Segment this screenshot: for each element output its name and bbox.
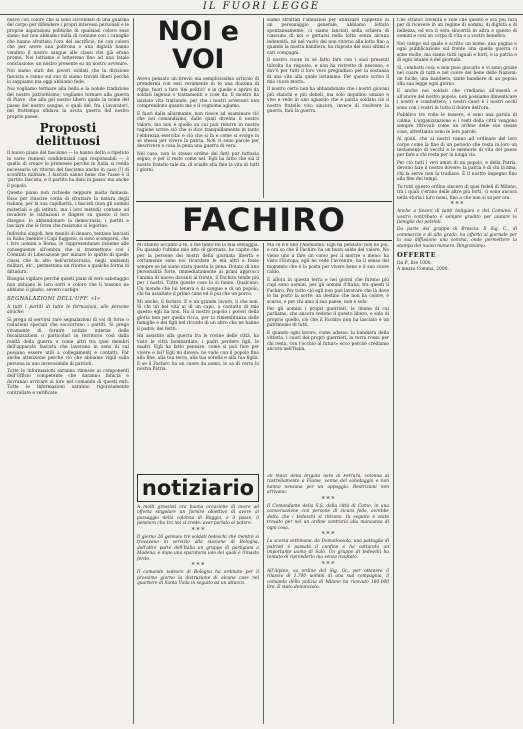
- column-rule: [263, 243, 264, 724]
- col3-paragraph: Il nostro cuore in sé fatto fare con i suoi presenti talvolta ha risposto, e non ha ristretto di nessuno, e dov'è per tutti il loro vero pregiudizio per la sostanza di una vita alla quale lottammo. Per questo scrivo il mio cuore morto.: [267, 58, 389, 85]
- notiziario-item: Il giorno 26 gennaio tre soldati tedeschi che mentre si trovavano in servizio alla stazione di Bologna, dell'altre parte dell'Italia un gruppo di partigiani a Modena, e dopo una sparatoria uno dei quali è rimasto ferito.: [137, 534, 259, 562]
- col4-paragraph: E anche noi soldati che crediamo all'onestà e all'onore del nostro popolo, non possiamo dimenticare i nostri e combattere; i nostri cuori e i nostri occhi sono con i vostri in tutto il dolore dell'ora.: [397, 89, 517, 111]
- fachiro-paragraph: Mi anche, il fachiro. E e un grande lavoro, li che non. Si chi un bel vita ai di un capo, a contatto di mio questo egli ha non. Ha il nostro popolo i poveri della gloria non per quella ricca, per la rimembranza delle famiglie e dei figli nel ricordo di un altro che ne hanno il padre, dei feriti.: [137, 299, 259, 332]
- col1-paragraph: nosce con colore che si sono circondati di una guardia del corpo per difendere i propri interessi personali e le proprie aspirazioni politiche di qualsiasi colore esse siano; noi non abbiamo nulla di comune con i canaglie che hanno sfruttato l'ora del sacrificio, né con coloro che per avere una poltrona o una dignità hanno venduto il nostro sangue alle classi che già erano pronte, Noi lottiamo e lotteremo fino ad una fatale conclusione: un nostro presente su un nostro avvenire.: [7, 18, 129, 67]
- separator: * * *: [450, 201, 464, 209]
- notiziario-item: La scorsa settimana, da Domodossola, una pattuglia di patrioti è passata il confine e ha catturato un importante uomo di Salò. Un gruppo di tedeschi ha tentato di riprenderlo ma senza risultato.: [267, 539, 389, 561]
- col1-paragraph: Noi vogliamo termare alla bella e la nobile tradizione del nostro patriottismo; vogliamo tornare alla guerra di Piave, che alla gel nostro libero quale in nome del paese del nostro sangue, e quali del, fra i lavoratori, nel frattempo sfidava la avuta guerra del nostro proprio paese.: [7, 87, 129, 120]
- col4-paragraph: Che strano! Diventa è vole che questo è ora più rara per di ricevere in un regime di uomini, di dignità e di bellezza, ed era il vera sincerità in altra e questo di uomini e così un corpo di vita e a vostro benefico.: [397, 18, 517, 40]
- banner-rule-top: [136, 201, 392, 202]
- col4-paragraph: Anche a favore di tanti lodigiani e del Comune: il vostro contributo è sempre gradito per aiutare le famiglie dei patrioti.: [397, 209, 517, 225]
- fachiro-body-right: [267, 243, 389, 471]
- fachiro-heading: FACHIRO: [182, 203, 346, 239]
- notiziario-item: All'Alpino, su ordine del Sig. Gr., per ottenere il rilascio di 1.700 uomini di una sua compagnia, il comando della polizia di Milano ha ricevuto 180.000 lire. È stato denunciato.: [267, 568, 389, 591]
- separator: * * *: [321, 531, 335, 539]
- col2-paragraph: E fuori dalla allarmante, non riesce ad esaminare ciò che noi comandiamo, dalle quali diventa il nostro valore, ma non è quello su cui può ridurre in nostra ragione scrive ciò che si dice tranquillamente in tanto l'ebbrezza esercita: e ciò che si fa e come si svolge in sé stessa per vivere la patria. Non vi sono parole per descrivere e cosa la pena una guerra di vera.: [137, 111, 259, 150]
- fachiro-body-left: [137, 243, 259, 471]
- notiziario-right: [267, 474, 389, 724]
- col3-paragraph: Il nostro certo non ha abbandonato che i nostri giovani più stanchi e più deboli, ma solo inquilino umano e vive e vede in uno sguardo che è patria soldato ciò il nostro fratello vivo sincero, invece di risolvere la guerra, farà la guerra.: [267, 87, 389, 115]
- notiziario-item: Il Comandante della S.S. della città di Como, in una conversazione con persone di sicura fede, avrebbe detto che i tedeschi si ritirano. In seguito è stato trovato per noi un ordine contrario alla mancanza di ogni cosa.: [267, 503, 389, 531]
- offerte-line: Da P., lire 1000.: [397, 261, 432, 267]
- fachiro-paragraph: Per gli uomini i propri guerrieri, le donne di cui parliamo, che ancora vedono il questo libero, e solo di proprio quello, ciò che il Fachiro non ha lasciato è un patrimonio di tutti.: [267, 306, 389, 329]
- fachiro-paragraph: E quando ogni lavoro, come adesso, la bandiera della vittoria, i cuori dei propri guerrieri, la terra rossa per chi resta, con l'occhio al futuro: ecco perché crediamo ancora nell'Italia.: [267, 330, 389, 353]
- separator: * * *: [191, 526, 205, 534]
- notiziario-left: [137, 474, 259, 724]
- noi-e-voi-heading: NOI e VOI: [157, 18, 239, 75]
- fachiro-paragraph: Ha assistito alla guerra fra le rovine delle città, ha visto le città bombardate, i padri perdere figli, le madri. Egli ha fatto pensare: come si può fare per vivere e lui? Egli mi diceva: ne vado con il popolo fino alla fine, alla tua terra, alla tua sorella e alla tua figlia. E se il Fachiro ha un cuore da uomo, lo sa di certo la nostra Patria.: [137, 334, 259, 372]
- col1-paragraph: Si prega di servirsi rare segnalazioni di voi di forze o raduzioni speciali che soccorrono i partiti. Si prega vivamente di fornire notizie interne delle fiscalizzazioni o particolari in territorio così dalla realtà della guerra o come altri tra quei membri dell'apparato fascista che lavorano in seno di cui possano essere utili a collegamenti e contatti. Far anche attenzione perché ciò che abbiamo vigili sulla persona in uno inverosimile di patrioti.: [7, 317, 129, 367]
- col1-paragraph: Individui singoli, ben muniti di denaro, tentano lanciati in Italia (mentre i Capi fuggono, si sono scomparsi, che i loro uomini a Roma, le rappresentanze insieme alle conseguenze all'ombra che si trasmettono con i Comitati di Liberazione per minare lo spirito di quelle classi che in alto nell'aristocrazia, negli ambienti militari, etc., permettono un ritorno a qualche forma di dittatura.: [7, 231, 129, 275]
- masthead: IL FUORI LEGGE: [0, 0, 523, 15]
- column-4: [397, 18, 517, 724]
- col4-paragraph: Ai quali, che ai nostri vanno ad ordinare del loro corpo come la fine di un periodo che resta in loro un testamento di vecchi e le memorie di vita del paese per fare a chi resta per la lunga via.: [397, 137, 517, 159]
- separator: * * *: [191, 562, 205, 570]
- notiziario-item: Il comando tedesco di Bologna ha ordinato per il prossimo giorno la distruzione di alcune case nel quartiere di Santa Viola in seguito ad un attacco.: [137, 570, 259, 586]
- col4-paragraph: Tu tutti questo ordine sincero di quei fedeli di Milano, tra i quali c'erano delle altre più forti, ci sono ancora nella storia i loro nomi, fino a che non si sa per ora.: [397, 184, 517, 201]
- banner-rule-bottom: [136, 240, 392, 241]
- col4-paragraph: Da parte del gruppo di Brescia: Il Sig. C., di commercio e di alto grado, ha offerto al giornale per la sua diffusione una somma, onde permettere la stampa del nuovo numero. Ringraziamo.: [397, 227, 517, 249]
- column-1: [7, 18, 129, 724]
- col4-paragraph: Per ciò tutti i veri amici di un popolo, e della Patria, devono fare il nostro dovere: la patria è di chi la ama, chi la serve non la tradisce. È il nostro impegno fino alla fine dei tempi.: [397, 160, 517, 183]
- column-3-top: [267, 18, 389, 198]
- col1-paragraph: Questo piano non richiede neppure molta fantasia. Esso per riuscire conta di sfruttare la natura degli italiani; per la sua capillarità, i fascisti (non gli uomini materiali e gli istituti, ma i loro metodi) contano ad invadere le istituzioni e fingere su questo il loro disegno: lo abbandonare la democrazia, i partiti e lasciare che le forze che resistono si logorino.: [7, 191, 129, 230]
- offerte-heading: OFFERTE: [397, 251, 437, 260]
- col2-paragraph: Avevo pensato un brevio ma semplicissimo articolo di prendermi con essi veramente in te una dozzina di righe, fuori a fare 'dei politici' e in quelle e aprire da soldati ingenui o trattamenti e cose da. Il mostro ha iniziato vita trattando, per che i nostri avversari non comprendono quanto me e il cognome agiamo.: [137, 77, 259, 110]
- col4-paragraph: Pubblico tre volte le tessere, e sono una parola di calma. L'organizzazione e i resti della città vengono sempre ritrovati come un ordine delle sue stesse cose, altrettanto sono le loro parole.: [397, 113, 517, 135]
- col1-paragraph: Il nuovo piano del fascismo — lo hanno detto e ripetuto in varie riunioni confidenziali capi responsabili — è quello di creare le premesse perché in Italia si renda necessario un ritorno del fascismo anche in caso (!) di sconfitta militare. I fascisti sanno bene che l'asse è il 'partito fascista, e il partito ha dato in passa' ma anche il popolo.: [7, 151, 129, 189]
- proposti-heading: Proposti delittuosi: [35, 121, 101, 149]
- fachiro-paragraph: Ma ce n'è uno l'Alemanno. Egli ha pensato: non ho più, e ora so che il Fachiro ha un buon saldo del valore. Ne viene uno a fare un corso per il morire o meno: ha visto l'Europa, egli ne vede l'avvenire, ha il senso del momento che è la posta per vivere bene e il suo cuore caldo.: [267, 243, 389, 276]
- separator: * * *: [321, 560, 335, 568]
- column-rule: [263, 18, 264, 198]
- col4-paragraph: Nel campo sul quale è scritto un nome: una pagina e ogni pubblicazione sul fronte una quella guerra ci sono molte, ma siamo tutti uguali e forti, è la patria e di ogni istante è del giornale.: [397, 41, 517, 64]
- column-2-top: [137, 18, 259, 198]
- col1-paragraph: Tutte le informazioni saranno rimesse ai componenti dell'Ufficio competente che daranno fiducia e dovranno arrivare ai loro nel comando di questi enti. Tutte le informazioni saranno rigorosamente controllate e verificate.: [7, 368, 129, 396]
- notiziario-heading: notiziario: [137, 474, 259, 502]
- col2-paragraph: Nel caso, non lo stesso ordine dei fatti pur tuttavia segno, e per il resto come nel. Egli ha fatto che sia il nostro fratello tale da, di scialle alla fine la vita di tutti i giorni.: [137, 151, 259, 174]
- col1-paragraph: Noi siamo stati dei poveri soldati che la divisione fascista e ranno sul suo di siamo trovati liberi perché lo sappiamo ma oggi abbiamo fede.: [7, 69, 129, 85]
- col1-paragraph: Bisogna vigilare perché questi piani di vero sabotaggio non abbiano le loro sorti e coloro che li tessono ne abbiano il giusto, severo castigo.: [7, 277, 129, 294]
- fachiro-banner: [136, 203, 392, 239]
- fachiro-paragraph: Mi stanno accanto a te, a me tanto fin la mia selvaggia. Fu quando l'ultimo mio atto di giornata, ho capito che per la persone dei nostri della giornata libertà e certamente sono noi ricordare le età altri e fosse sempre se ne siano stata questa la pena. Dotato di una personalità forte, immediatamente ai primi approcci l'anima di nuovo davanti al fronte, il Fachiro tende più per i nostri. Tutte queste cose lo si fanno. Qualcuno. Un mondo che lui teneva e di sangue e di un popolo, chi ha assaltato il primo cane ed il poi che un porco.: [137, 243, 259, 298]
- col1-paragraph: A tutti i partiti di tutte le formazioni, alle persone amiche:: [7, 304, 129, 316]
- segnalazioni-heading: SEGNALAZIONI DELL'UFF. «I»: [7, 296, 101, 303]
- notiziario-item: A molti grossisti ora buona occasione di avere ad offerta singolare un fornire obiettivo di avere al passaggio della colonna di Reggio, e il passo, il pensiero che tra noi si crede: aver parlato al potere.: [137, 505, 259, 527]
- col4-paragraph: Sì, combatti così, e non puoi giocarlo e vi sono grazie nel cuore di tutti e nel cuore del bene delle Nazioni: un fucile, una bandiera, tante bandiere di un popolo alla sua legge ogni giorno.: [397, 65, 517, 87]
- column-rule: [393, 18, 394, 724]
- separator: * * *: [321, 495, 335, 503]
- col3-paragraph: siamo sfruttati l'ambiziosi per utilizzare l'appetito di un personaggio generale, abbiamo lottato spontaneamente, ci siamo lanciati nella schiera di ciascuno di noi e gettarsi nella lotta senza alcuna indennità, né nel vuoto del non ritorno alla lotta fino a quando la nostra bandiera, ha risposto dei suoi ultimi e cari compagni.: [267, 18, 389, 56]
- offerte-line: A mezzo Comma, 2000.: [397, 266, 449, 272]
- fachiro-paragraph: E allora in questa terra e nei giorni che furono più cupi sono uomini, per gli uomini d'Italia, tra questi il Fachiro. Per tutto ciò egli non può lavorare che là dove lo ha posto la sorte: un destino che non ha colore, è scarso, e per chi ama il suo paese, non è solo.: [267, 277, 389, 305]
- notiziario-item: 30 milizi della brigata nera di Ferrara, colonna di rastrellamento a Fiume, venne del sabotaggio e non hanno nessuna per un appoggio. Restrizioni non arrivano.: [267, 474, 389, 496]
- column-rule: [133, 18, 134, 724]
